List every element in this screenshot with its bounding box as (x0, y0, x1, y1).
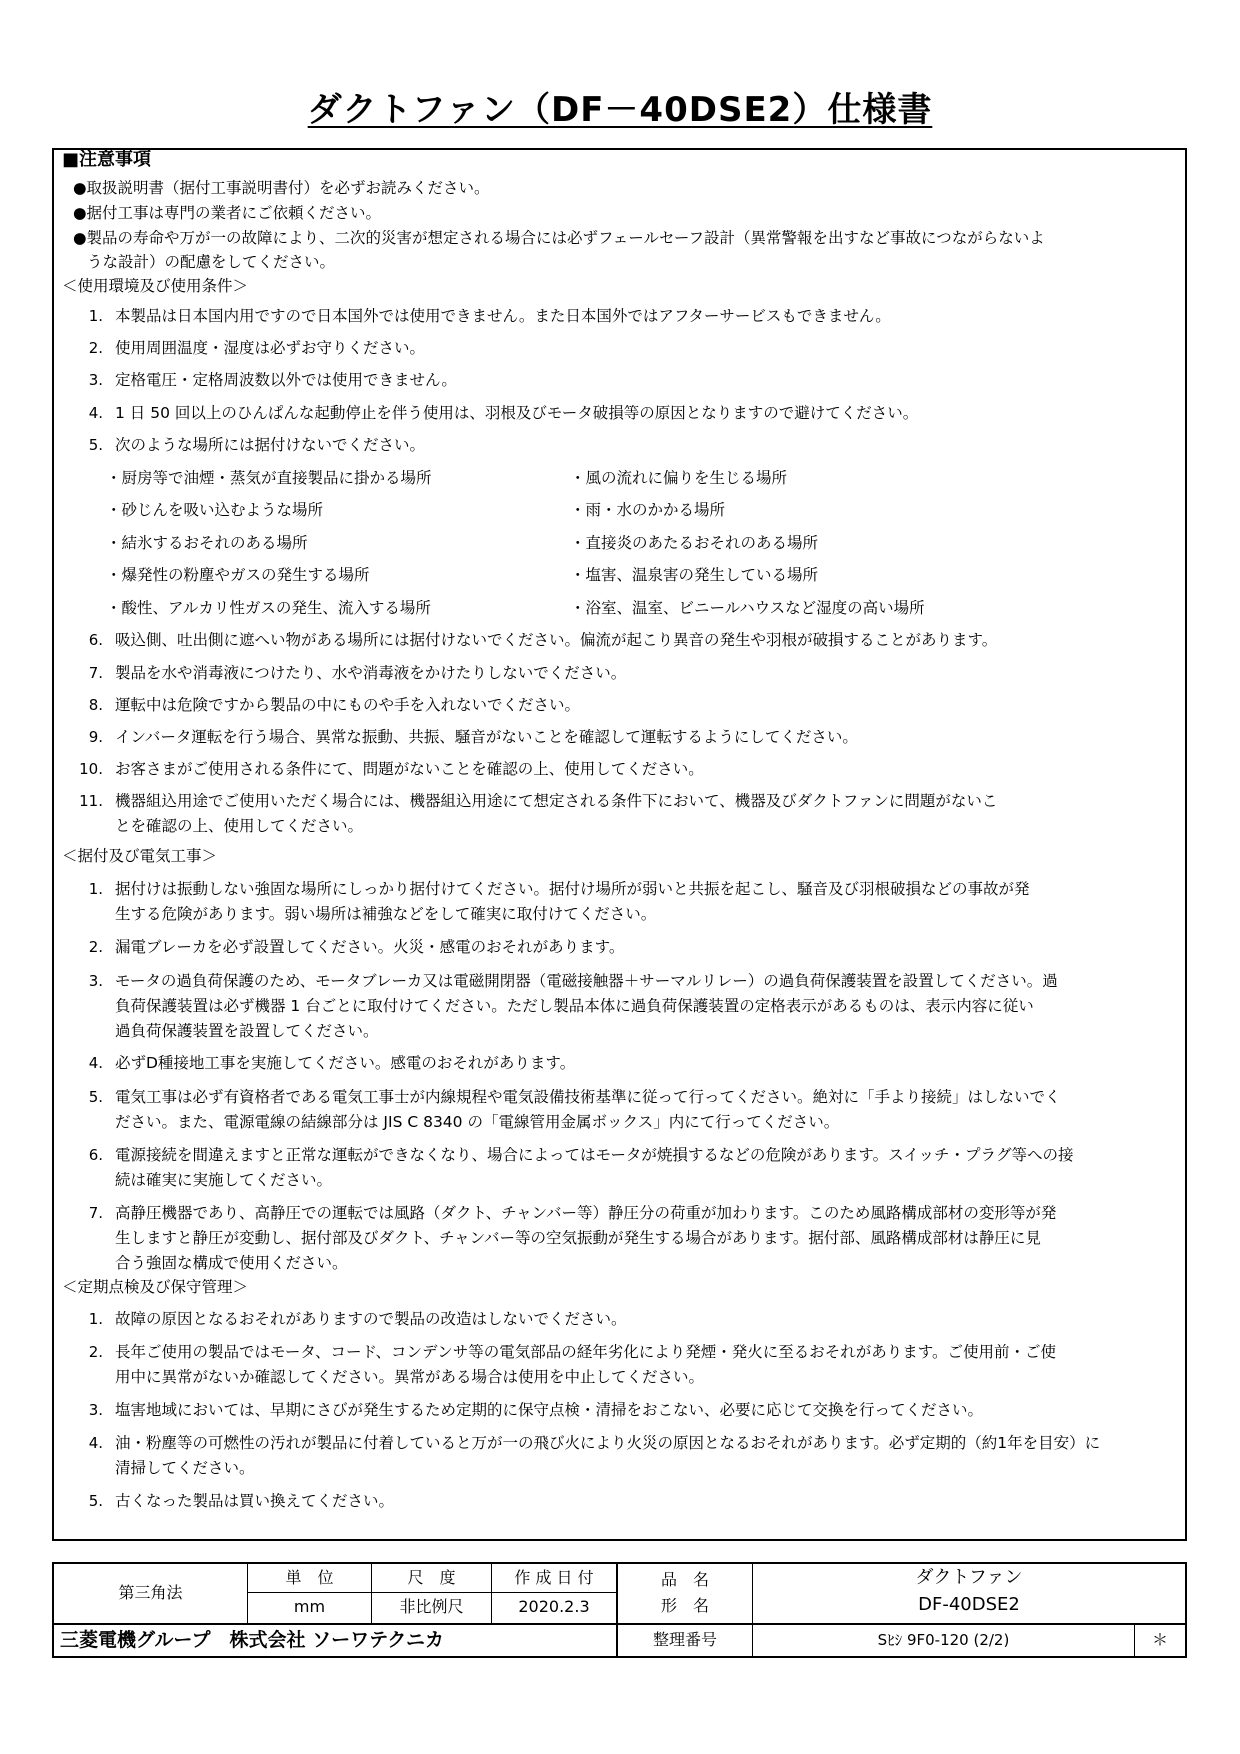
item-number: 6. (88, 631, 103, 649)
usage-item-7: 製品を水や消毒液につけたり、水や消毒液をかけたりしないでください。 (115, 664, 627, 682)
item-number: 1. (88, 307, 103, 325)
usage-item-4: 1 日 50 回以上のひんぱんな起動停止を伴う使用は、羽根及びモータ破損等の原因となりますので避けてください。 (115, 404, 919, 422)
usage-item-8: 運転中は危険ですから製品の中にものや手を入れないでください。 (115, 696, 581, 714)
scale-value: 非比例尺 (399, 1597, 464, 1616)
item-number: 4. (88, 404, 103, 422)
install-item-3: モータの過負荷保護のため、モータブレーカ又は電磁開閉器（電磁接触器＋サーマルリレー）の過負荷保護装置を設置してください。過 (115, 972, 1058, 990)
notes-heading: ■注意事項 (62, 149, 152, 170)
item-number: 5. (88, 436, 103, 454)
maint-item-5: 古くなった製品は買い換えてください。 (115, 1492, 395, 1510)
section-heading-maintenance: ＜定期点検及び保守管理＞ (62, 1278, 249, 1296)
item-number: 5. (88, 1492, 103, 1510)
product-label: 品 名 (660, 1570, 709, 1589)
install-item-6-cont: 続は確実に実施してください。 (115, 1171, 333, 1189)
maint-item-3: 塩害地域においては、早期にさびが発生するため定期的に保守点検・清掃をおこない、必要に応じて交換を行ってください。 (115, 1401, 984, 1419)
section-heading-usage: ＜使用環境及び使用条件＞ (62, 277, 249, 295)
date-label: 作 成 日 付 (514, 1568, 594, 1587)
maint-item-2-cont: 用中に異常がないか確認してください。異常がある場合は使用を中止してください。 (115, 1368, 705, 1386)
bullet-3-cont: うな設計）の配慮をしてください。 (87, 253, 336, 271)
item-number: 5. (88, 1088, 103, 1106)
usage-item-5: 次のような場所には据付けないでください。 (115, 436, 426, 454)
model-label: 形 名 (660, 1596, 709, 1615)
item-number: 1. (88, 880, 103, 898)
item-number: 6. (88, 1146, 103, 1164)
item-number: 2. (88, 938, 103, 956)
place-left-3: ・結氷するおそれのある場所 (106, 534, 308, 552)
item-number: 9. (88, 728, 103, 746)
maint-item-4: 油・粉塵等の可燃性の汚れが製品に付着していると万が一の飛び火により火災の原因となるおそれがあります。必ず定期的（約1年を目安）に (115, 1434, 1101, 1452)
item-number: 4. (88, 1054, 103, 1072)
usage-item-9: インバータ運転を行う場合、異常な振動、共振、騒音がないことを確認して運転するようにしてください。 (115, 728, 858, 746)
usage-item-10: お客さまがご使用される条件にて、問題がないことを確認の上、使用してください。 (115, 760, 704, 778)
reference-number: Sﾋｼ 9F0-120 (2/2) (877, 1631, 1010, 1649)
item-number: 3. (88, 371, 103, 389)
model-name: DF-40DSE2 (918, 1594, 1020, 1615)
product-name: ダクトファン (915, 1567, 1023, 1588)
maint-item-1: 故障の原因となるおそれがありますので製品の改造はしないでください。 (115, 1310, 627, 1328)
reference-label: 整理番号 (652, 1630, 717, 1649)
item-number: 2. (88, 339, 103, 357)
install-item-5: 電気工事は必ず有資格者である電気工事士が内線規程や電気設備技術基準に従って行ってください。絶対に「手より接続」はしないでく (115, 1088, 1061, 1106)
item-number: 1. (88, 1310, 103, 1328)
install-item-7-cont1: 生しますと静圧が変動し、据付部及びダクト、チャンバー等の空気振動が発生する場合があります。据付部、風路構成部材は静圧に見 (115, 1229, 1041, 1247)
item-number: 8. (88, 696, 103, 714)
usage-item-11-cont: とを確認の上、使用してください。 (115, 817, 364, 835)
bullet-3: ●製品の寿命や万が一の故障により、二次的災害が想定される場合には必ずフェールセーフ設計（異常警報を出すなど事故につながらないよ (73, 229, 1045, 247)
usage-item-11: 機器組込用途でご使用いただく場合には、機器組込用途にて想定される条件下において、機器及びダクトファンに問題がないこ (115, 792, 998, 810)
unit-label: 単 位 (285, 1568, 334, 1587)
place-left-4: ・爆発性の粉塵やガスの発生する場所 (106, 566, 370, 584)
place-left-1: ・厨房等で油煙・蒸気が直接製品に掛かる場所 (106, 469, 432, 487)
item-number: 11. (79, 792, 103, 810)
place-left-2: ・砂じんを吸い込むような場所 (106, 501, 324, 519)
bullet-1: ●取扱説明書（据付工事説明書付）を必ずお読みください。 (73, 179, 490, 197)
usage-item-3: 定格電圧・定格周波数以外では使用できません。 (115, 371, 457, 389)
install-item-7-cont2: 合う強固な構成で使用ください。 (115, 1254, 348, 1272)
unit-value: mm (293, 1597, 326, 1616)
projection-method: 第三角法 (118, 1583, 183, 1602)
place-right-5: ・浴室、温室、ビニールハウスなど湿度の高い場所 (570, 599, 925, 617)
place-left-5: ・酸性、アルカリ性ガスの発生、流入する場所 (106, 599, 431, 617)
install-item-3-cont1: 負荷保護装置は必ず機器 1 台ごとに取付けてください。ただし製品本体に過負荷保護装置の定格表示があるものは、表示内容に従い (115, 997, 1034, 1015)
item-number: 3. (88, 972, 103, 990)
place-right-3: ・直接炎のあたるおそれのある場所 (570, 534, 819, 552)
item-number: 7. (88, 1204, 103, 1222)
install-item-1: 据付けは振動しない強固な場所にしっかり据付けてください。据付け場所が弱いと共振を起こし、騒音及び羽根破損などの事故が発 (115, 880, 1030, 898)
install-item-6: 電源接続を間違えますと正常な運転ができなくなり、場合によってはモータが焼損するなどの危険があります。スイッチ・プラグ等への接 (115, 1146, 1074, 1164)
install-item-2: 漏電ブレーカを必ず設置してください。火災・感電のおそれがあります。 (115, 938, 625, 956)
usage-item-6: 吸込側、吐出側に遮へい物がある場所には据付けないでください。偏流が起こり異音の発生や羽根が破損することがあります。 (115, 631, 998, 649)
scale-label: 尺 度 (407, 1568, 456, 1587)
maint-item-2: 長年ご使用の製品ではモータ、コード、コンデンサ等の電気部品の経年劣化により発煙・発火に至るおそれがあります。ご使用前・ご使 (115, 1343, 1057, 1361)
item-number: 2. (88, 1343, 103, 1361)
maint-item-4-cont: 清掃してください。 (115, 1459, 255, 1477)
section-heading-installation: ＜据付及び電気工事＞ (62, 847, 218, 865)
install-item-1-cont: 生する危険があります。弱い場所は補強などをして確実に取付けてください。 (115, 905, 657, 923)
usage-item-2: 使用周囲温度・湿度は必ずお守りください。 (115, 339, 426, 357)
install-item-7: 高静圧機器であり、高静圧での運転では風路（ダクト、チャンバー等）静圧分の荷重が加わります。このため風路構成部材の変形等が発 (115, 1204, 1057, 1222)
install-item-5-cont: ださい。また、電源電線の結線部分は JIS C 8340 の「電線管用金属ボックス」内にて行ってください。 (115, 1113, 840, 1131)
install-item-4: 必ずD種接地工事を実施してください。感電のおそれがあります。 (115, 1054, 576, 1072)
item-number: 4. (88, 1434, 103, 1452)
page-title: ダクトファン（DF－40DSE2）仕様書 (307, 90, 933, 130)
title-block (52, 1562, 1187, 1658)
item-number: 7. (88, 664, 103, 682)
place-right-4: ・塩害、温泉害の発生している場所 (570, 566, 819, 584)
item-number: 3. (88, 1401, 103, 1419)
company-name: 三菱電機グループ 株式会社 ソーワテクニカ (60, 1629, 444, 1651)
item-number: 10. (79, 760, 103, 778)
install-item-3-cont2: 過負荷保護装置を設置してください。 (115, 1022, 379, 1040)
usage-item-1: 本製品は日本国内用ですので日本国外では使用できません。また日本国外ではアフターサービスもできません。 (115, 307, 891, 325)
bullet-2: ●据付工事は専門の業者にご依頼ください。 (73, 204, 382, 222)
place-right-1: ・風の流れに偏りを生じる場所 (570, 469, 788, 487)
revision-mark: ＊ (1151, 1630, 1168, 1649)
place-right-2: ・雨・水のかかる場所 (570, 501, 726, 519)
date-value: 2020.2.3 (518, 1597, 590, 1616)
